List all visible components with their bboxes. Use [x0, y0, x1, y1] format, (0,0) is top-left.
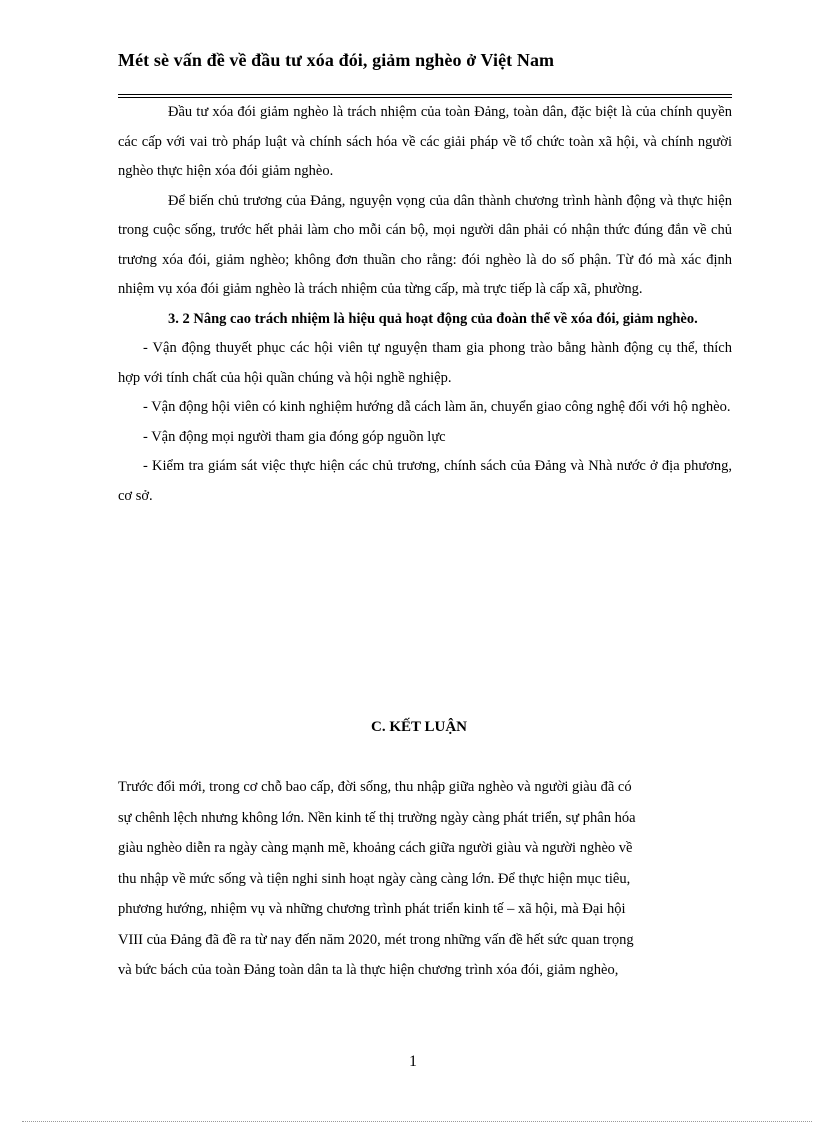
paragraph: Đầu tư xóa đói giảm nghèo là trách nhiệm của toàn Đảng, toàn dân, đặc biệt là của chính quyền các cấp với vai trò pháp luật và chính sách hóa về các giải pháp về tổ chức toàn xã hội, và chính người nghèo thực hiện xóa đói giảm nghèo. [118, 104, 732, 179]
page-number: 1 [409, 1053, 417, 1070]
bullet-item: - Kiểm tra giám sát việc thực hiện các chủ trương, chính sách của Đảng và Nhà nước ở địa phương, cơ sở. [118, 458, 732, 504]
page-bottom-edge [22, 1121, 812, 1122]
conclusion-line: và bức bách của toàn Đảng toàn dân ta là thực hiện chương trình xóa đói, giảm nghèo, [118, 962, 619, 978]
conclusion-line: Trước đổi mới, trong cơ chỗ bao cấp, đời sống, thu nhập giữa nghèo và người giàu đã có [118, 779, 632, 795]
document-body [118, 98, 732, 511]
section-heading: 3. 2 Nâng cao trách nhiệm là hiệu quả hoạt động của đoàn thể về xóa đói, giảm nghèo. [168, 310, 698, 327]
header-rule-top [118, 94, 732, 95]
conclusion-line: sự chênh lệch nhưng không lớn. Nền kinh tế thị trường ngày càng phát triển, sự phân hóa [118, 809, 636, 826]
bullet-item: - Vận động thuyết phục các hội viên tự nguyện tham gia phong trào bằng hành động cụ thể, thích hợp với tính chất của hội quần chúng và hội nghề nghiệp. [118, 340, 732, 386]
conclusion-heading: C. KẾT LUẬN [371, 719, 467, 735]
page-header-title: Mét sè vấn đề về đầu tư xóa đói, giảm nghèo ở Việt Nam [118, 50, 555, 70]
paragraph: Để biến chủ trương của Đảng, nguyện vọng của dân thành chương trình hành động và thực hiện trong cuộc sống, trước hết phải làm cho mỗi cán bộ, mọi người dân phải có nhận thức đúng đắn về chủ trương xóa đói, giảm nghèo; không đơn thuần cho rằng: đói nghèo là do số phận. Từ đó mà xác định nhiệm vụ xóa đói giảm nghèo là trách nhiệm của từng cấp, mà trực tiếp là cấp xã, phường. [118, 192, 732, 297]
conclusion-text [118, 772, 708, 986]
conclusion-line: VIII của Đảng đã đề ra từ nay đến năm 2020, mét trong những vấn đề hết sức quan trọng [118, 931, 634, 948]
conclusion-line: giàu nghèo diễn ra ngày càng mạnh mẽ, khoảng cách giữa người giàu và người nghèo về [118, 840, 633, 856]
conclusion-line: phương hướng, nhiệm vụ và những chương trình phát triển kinh tế – xã hội, mà Đại hội [118, 901, 626, 917]
conclusion-line: thu nhập về mức sống và tiện nghi sinh hoạt ngày càng càng lớn. Để thực hiện mục tiêu, [118, 870, 631, 887]
bullet-item: - Vận động hội viên có kinh nghiệm hướng dẫ cách làm ăn, chuyển giao công nghệ đối với hộ nghèo. [143, 399, 731, 415]
bullet-item: - Vận động mọi người tham gia đóng góp nguồn lực [143, 428, 446, 445]
